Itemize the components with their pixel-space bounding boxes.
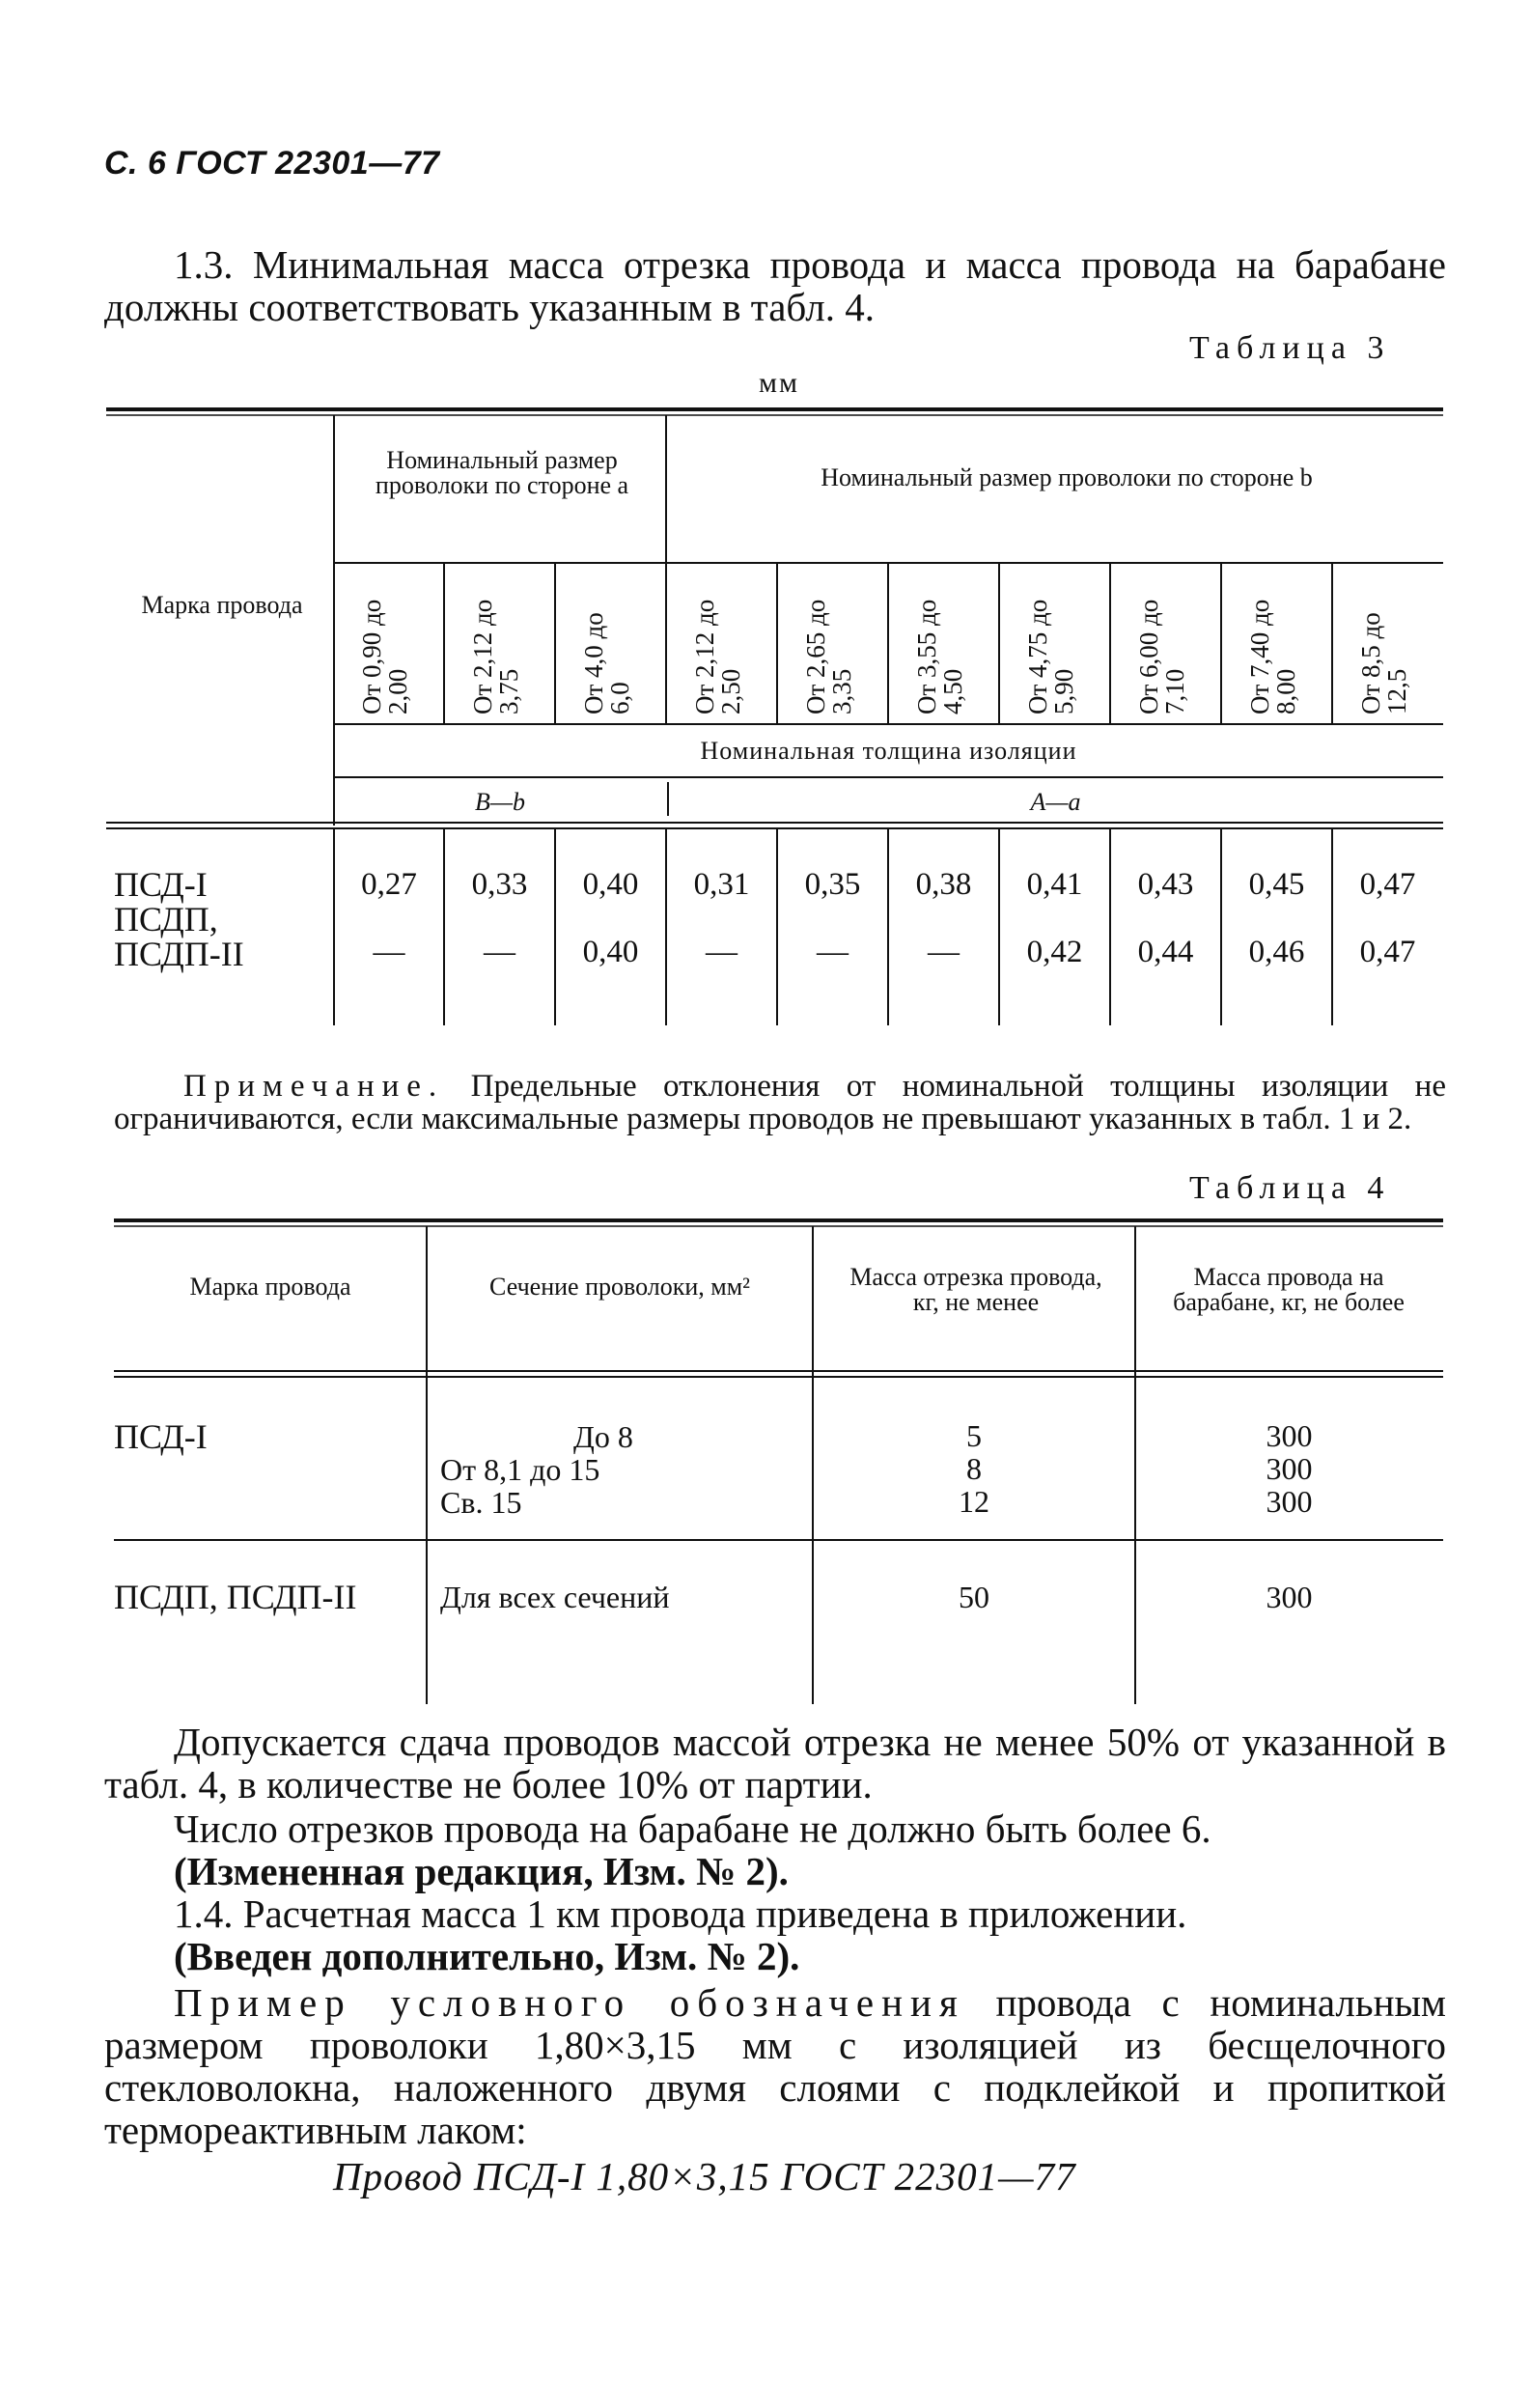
t3-r2-c5: —: [817, 935, 849, 969]
t3-r1-c9: 0,45: [1248, 867, 1305, 902]
table4-col-section: Сечение проволоки, мм²: [489, 1273, 750, 1301]
t3-r1-c10: 0,47: [1359, 867, 1416, 902]
t3-r1-c6: 0,38: [915, 867, 972, 902]
t4-r1-min-2: 8: [966, 1451, 982, 1486]
table4-col-min-mass: Масса отрезка провода, кг, не менее: [849, 1263, 1102, 1316]
t4-r1-section-1: До 8: [573, 1419, 633, 1454]
t4-r1-min-3: 12: [959, 1484, 989, 1519]
t3-r1-c4: 0,31: [693, 867, 750, 902]
t4-r1-max-1: 300: [1266, 1418, 1313, 1453]
t3-r1-c1: 0,27: [361, 867, 417, 902]
table3-sub-a: B—b: [475, 788, 525, 816]
t4-r1-max-3: 300: [1266, 1484, 1313, 1519]
t3-r2-c7: 0,42: [1026, 935, 1083, 969]
range-b-4: От 4,75 до 5,90: [1023, 599, 1078, 714]
range-b-7: От 8,5 до 12,5: [1356, 612, 1411, 714]
example-label: Пример условного обозначения: [174, 1980, 965, 2025]
t3-r2-c4: —: [706, 935, 738, 969]
t3-r1-c8: 0,43: [1137, 867, 1194, 902]
range-a-3: От 4,0 до 6,0: [579, 612, 634, 714]
range-b-3: От 3,55 до 4,50: [912, 599, 967, 714]
t3-r2-c8: 0,44: [1137, 935, 1194, 969]
t4-r1-mark: ПСД-I: [114, 1417, 208, 1456]
t4-r1-section-3: Св. 15: [440, 1485, 522, 1520]
t3-r2-c9: 0,46: [1248, 935, 1305, 969]
note-label: Примечание.: [183, 1069, 445, 1104]
t3-r1-c7: 0,41: [1026, 867, 1083, 902]
t3-r2-c6: —: [928, 935, 960, 969]
table3-row1-mark: ПСД-I: [114, 865, 208, 904]
designation-example: Провод ПСД-I 1,80×3,15 ГОСТ 22301—77: [333, 2154, 1076, 2198]
table3-row2-mark: ПСДП, ПСДП-II: [114, 900, 244, 973]
t4-r2-section: Для всех сечений: [440, 1580, 670, 1614]
table3-note: [114, 1070, 1446, 1135]
t4-r1-section-2: От 8,1 до 15: [440, 1452, 600, 1487]
table4-col-max-mass: Масса провода на барабане, кг, не более: [1173, 1263, 1405, 1316]
paragraph-1-4: 1.4. Расчетная масса 1 км провода приведена в приложении.: [174, 1891, 1187, 1936]
range-a-2: От 2,12 до 3,75: [468, 599, 523, 714]
amendment-2: (Введен дополнительно, Изм. № 2).: [174, 1934, 800, 1978]
range-b-2: От 2,65 до 3,35: [801, 599, 856, 714]
paragraph-example: [104, 1981, 1446, 2151]
t3-r2-c3: 0,40: [582, 935, 639, 969]
table4-col-mark: Марка провода: [189, 1273, 351, 1301]
paragraph-1-3: 1.3. Минимальная масса отрезка провода и масса провода на барабане должны соответствовать указанным в табл. 4.: [104, 242, 1446, 329]
table3-caption: Таблица 3: [1189, 330, 1391, 366]
t3-r2-c2: —: [484, 935, 515, 969]
t3-r1-c3: 0,40: [582, 867, 639, 902]
range-b-1: От 2,12 до 2,50: [690, 599, 745, 714]
table3-group-a: Номинальный размер проволоки по стороне a: [375, 446, 629, 499]
table4-caption: Таблица 4: [1189, 1170, 1391, 1206]
paragraph-count: Число отрезков провода на барабане не должно быть более 6.: [174, 1806, 1211, 1851]
t4-r2-min: 50: [959, 1580, 989, 1614]
range-b-6: От 7,40 до 8,00: [1245, 599, 1300, 714]
t4-r1-max-2: 300: [1266, 1451, 1313, 1486]
range-a-1: От 0,90 до 2,00: [357, 599, 412, 714]
range-b-5: От 6,00 до 7,10: [1134, 599, 1189, 714]
table3-sub-b: A—a: [1030, 788, 1081, 816]
t3-r1-c5: 0,35: [804, 867, 861, 902]
table3-group-b: Номинальный размер проволоки по стороне b: [821, 463, 1313, 491]
t3-r2-c1: —: [373, 935, 405, 969]
note-text: Предельные отклонения от номинальной толщины изоляции не ограничиваются, если максимальные размеры проводов не превышают указанных в табл. 1 и 2.: [114, 1069, 1446, 1136]
example-text: провода с номинальным размером проволоки 1,80×3,15 мм с изоляцией из бесщелочного стекловолокна, наложенного двумя слоями с подклейкой и пропиткой термореактивным лаком:: [104, 1980, 1446, 2152]
table3-col-mark: Марка провода: [141, 591, 303, 619]
t4-r2-max: 300: [1266, 1580, 1313, 1614]
table3-unit: мм: [759, 367, 799, 399]
page-header: С. 6 ГОСТ 22301—77: [104, 145, 440, 182]
paragraph-allow: Допускается сдача проводов массой отрезка не менее 50% от указанной в табл. 4, в количестве не более 10% от партии.: [104, 1720, 1446, 1806]
t4-r1-min-1: 5: [966, 1418, 982, 1453]
t4-r2-mark: ПСДП, ПСДП-II: [114, 1578, 357, 1616]
amendment-1: (Измененная редакция, Изм. № 2).: [174, 1849, 789, 1893]
table3-insulation-label: Номинальная толщина изоляции: [700, 737, 1077, 765]
t3-r2-c10: 0,47: [1359, 935, 1416, 969]
t3-r1-c2: 0,33: [471, 867, 528, 902]
